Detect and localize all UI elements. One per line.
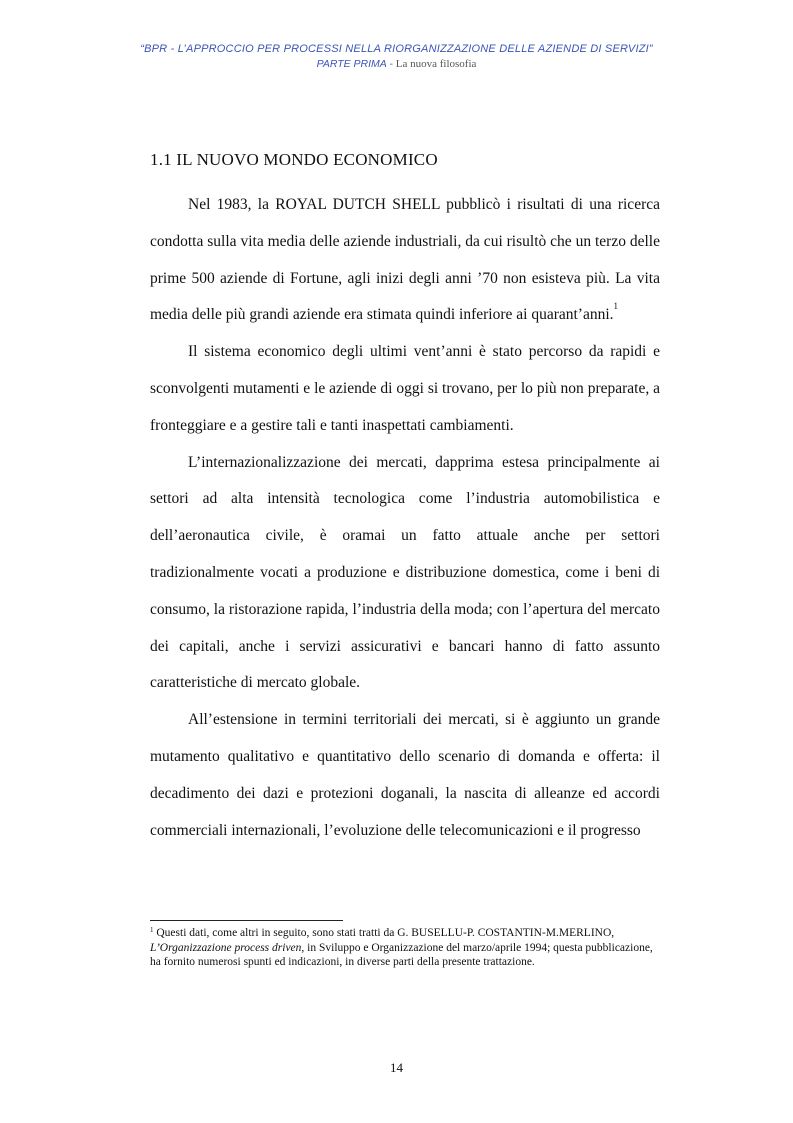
footnote-text-continued: , in Sviluppo e Organizzazione del marzo/aprile 1994; questa pubblicazione, ha fornito numerosi spunti ed indicazioni, in diverse parti della presente trattazione.: [150, 941, 653, 968]
section-title: 1.1 IL NUOVO MONDO ECONOMICO: [150, 150, 438, 169]
footnote: [150, 926, 662, 970]
paragraph: L’internazionalizzazione dei mercati, dapprima estesa principalmente ai settori ad alta intensità tecnologica come l’industria automobilistica e dell’aeronautica civile, è oramai un fatto attuale anche per settori tradizionalmente vocati a produzione e distribuzione domestica, come i beni di consumo, la ristorazione rapida, l’industria della moda; con l’apertura del mercato dei capitali, anche i servizi assicurativi e bancari hanno di fatto assunto caratteristiche di mercato globale.: [150, 453, 660, 692]
footnote-number: 1: [150, 926, 154, 934]
paragraph-text: Nel 1983, la ROYAL DUTCH SHELL pubblicò i risultati di una ricerca condotta sulla vita media delle aziende industriali, da cui risultò che un terzo delle prime 500 aziende di Fortune, agli inizi degli anni ’70 non esisteva più. La vita media delle più grandi aziende era stimata quindi inferiore ai quarant’anni.: [150, 196, 660, 324]
paragraph: Il sistema economico degli ultimi vent’anni è stato percorso da rapidi e sconvolgenti mutamenti e le aziende di oggi si trovano, per lo più non preparate, a fronteggiare e a gestire tali e tanti inaspettati cambiamenti.: [150, 343, 660, 434]
running-header-part: [0, 58, 793, 70]
body-text: [150, 187, 660, 849]
paragraph: All’estensione in termini territoriali dei mercati, si è aggiunto un grande mutamento qualitativo e quantitativo dello scenario di domanda e offerta: il decadimento dei dazi e protezioni doganali, la nascita di alleanze ed accordi commerciali internazionali, l’evoluzione delle telecomunicazioni e il progresso: [150, 711, 660, 839]
paragraph: [150, 187, 660, 334]
part-subtitle: La nuova filosofia: [395, 58, 477, 70]
part-label: PARTE PRIMA -: [316, 58, 393, 70]
footnote-citation-title: L’Organizzazione process driven: [150, 941, 302, 954]
footnote-reference[interactable]: 1: [613, 301, 619, 312]
page-number: 14: [390, 1060, 403, 1075]
footnote-separator: [150, 920, 343, 921]
running-header-title: “BPR - L’APPROCCIO PER PROCESSI NELLA RIORGANIZZAZIONE DELLE AZIENDE DI SERVIZI”: [140, 43, 653, 55]
footnote-text: Questi dati, come altri in seguito, sono stati tratti da G. BUSELLU-P. COSTANTIN-M.MERLINO,: [156, 927, 615, 939]
